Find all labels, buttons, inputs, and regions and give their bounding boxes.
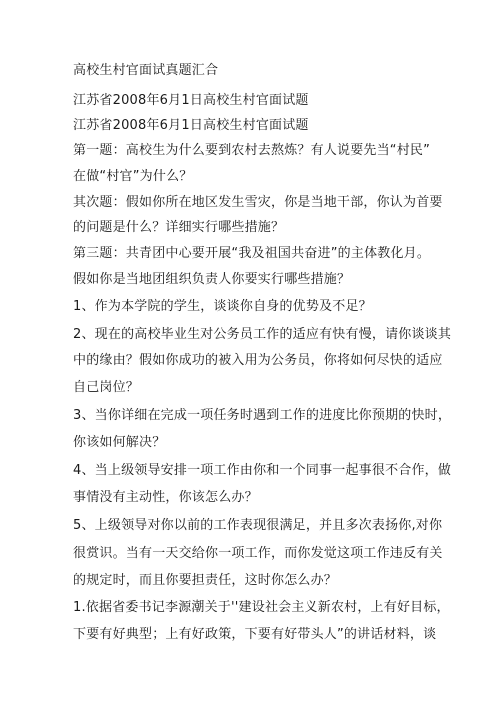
question-line: 你该如何解决？ bbox=[73, 435, 166, 450]
question-line: 的问题是什么？详细实行哪些措施？ bbox=[73, 220, 285, 235]
question-line: 假如你是当地团组织负责人你要实行哪些措施？ bbox=[73, 272, 351, 287]
question-line: 下要有好典型；上有好政策，下要有好带头人”的讲话材料，谈 bbox=[73, 627, 437, 642]
question-line: 4、当上级领导安排一项工作由你和一个同事一起事很不合作，做 bbox=[73, 463, 452, 478]
question-line: 的规定时，而且你要担责任，这时你怎么办？ bbox=[73, 573, 338, 588]
question-line: 1.依据省委书记李源潮关于''建设社会主义新农村，上有好目标， bbox=[73, 600, 450, 615]
question-line: 在做“村官”为什么？ bbox=[73, 169, 193, 184]
question-line: 中的缘由？假如你成功的被入用为公务员，你将如何尽快的适应 bbox=[73, 353, 443, 368]
question-line: 第一题：高校生为什么要到农村去熬炼？有人说要先当“村民” bbox=[73, 143, 431, 158]
question-line: 1、作为本学院的学生，谈谈你自身的优势及不足？ bbox=[73, 299, 372, 314]
document-title: 高校生村官面试真题汇合 bbox=[73, 63, 219, 78]
question-line: 其次题：假如你所在地区发生雪灾，你是当地干部，你认为首要 bbox=[73, 195, 443, 210]
question-line: 第三题：共青团中心要开展“我及祖国共奋进”的主体教化月。 bbox=[73, 246, 431, 261]
question-line: 5、上级领导对你以前的工作表现很满足，并且多次表扬你,对你 bbox=[73, 518, 443, 533]
question-line: 3、当你详细在完成一项任务时遇到工作的进度比你预期的快时， bbox=[73, 408, 452, 423]
question-line: 自己岗位？ bbox=[73, 380, 140, 395]
question-line: 2、现在的高校毕业生对公务员工作的适应有快有慢，请你谈谈其 bbox=[73, 327, 452, 342]
document-subtitle: 江苏省2008年6月1日高校生村官面试题 bbox=[73, 93, 309, 108]
question-line: 事情没有主动性，你该怎么办？ bbox=[73, 490, 258, 505]
document-subtitle: 江苏省2008年6月1日高校生村官面试题 bbox=[73, 118, 309, 133]
question-line: 很赏识。当有一天交给你一项工作，而你发觉这项工作违反有关 bbox=[73, 546, 443, 561]
